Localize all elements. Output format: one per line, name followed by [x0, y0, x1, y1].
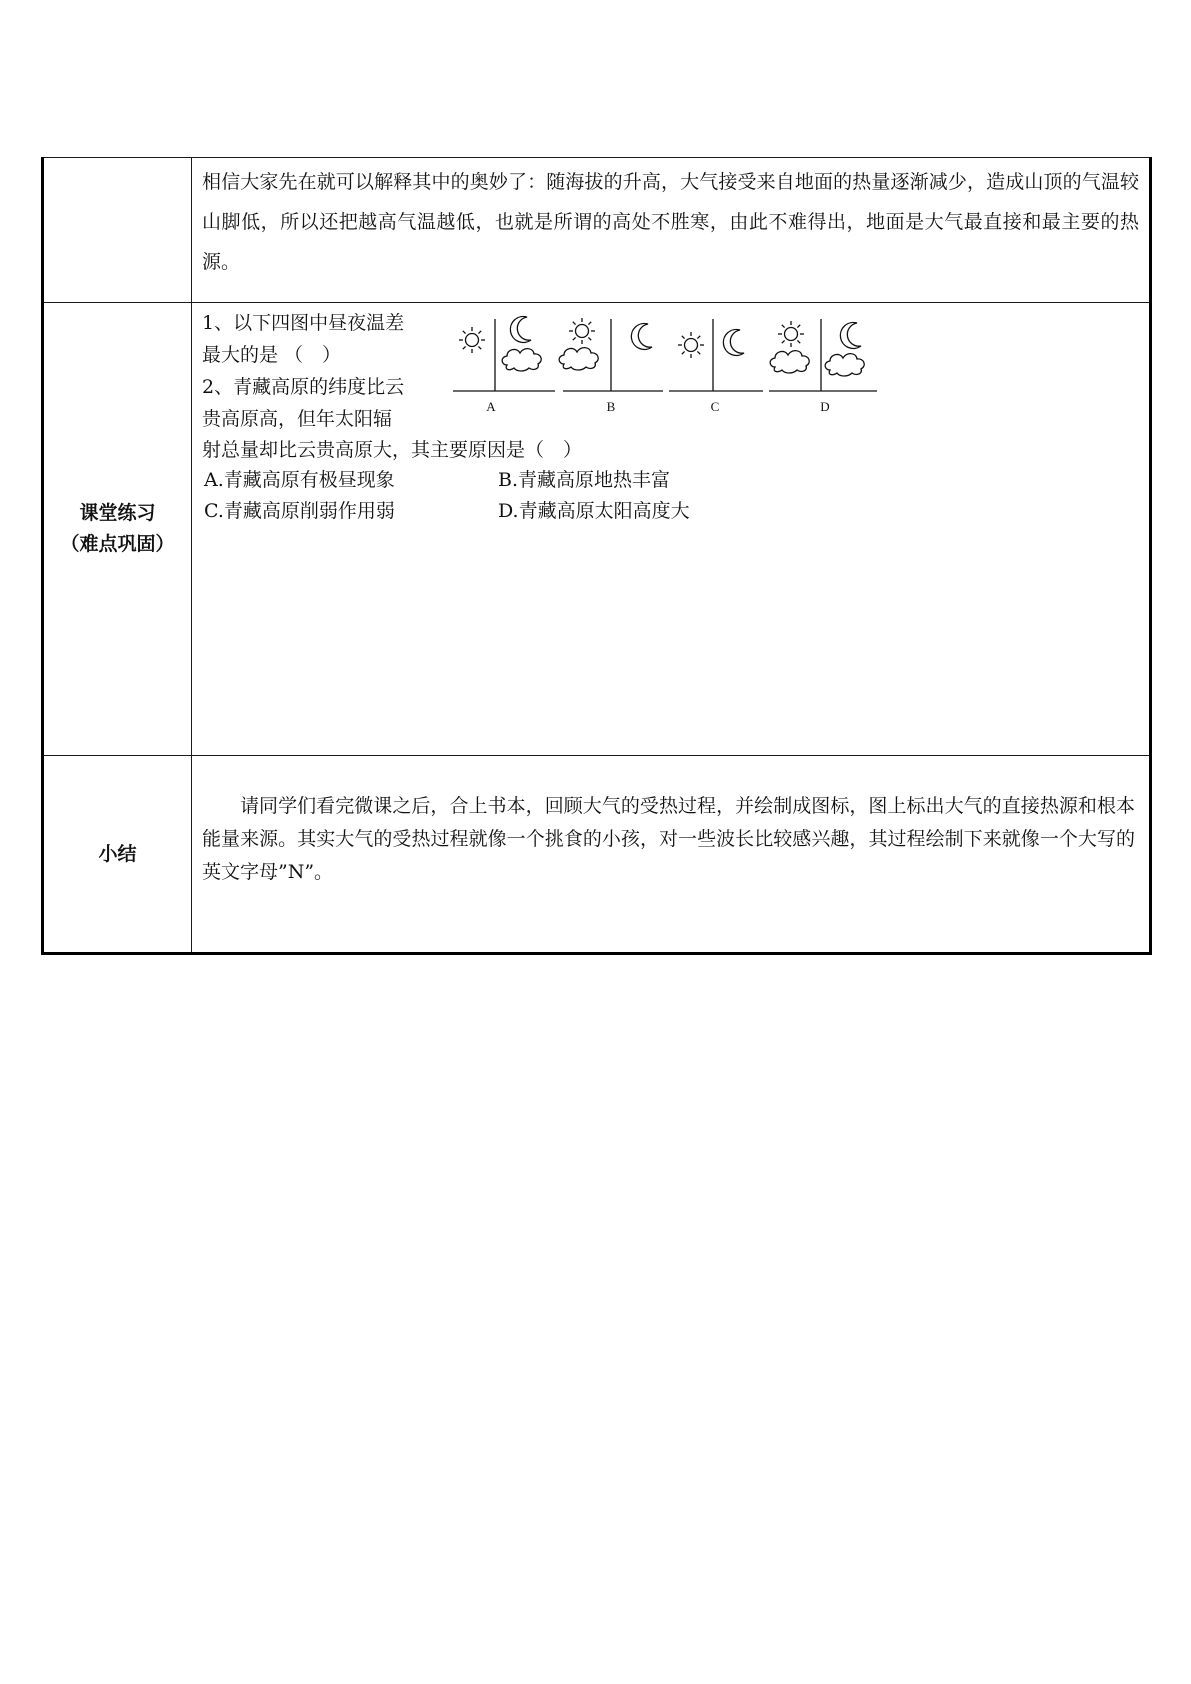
sun-icon: [569, 318, 595, 344]
diagram-label-d: D: [820, 399, 830, 414]
content-cell: [192, 158, 1151, 303]
moon-icon: [510, 316, 531, 342]
lesson-table: [41, 157, 1152, 955]
row-explanation: [43, 158, 1151, 303]
cloud-icon: [770, 351, 809, 373]
exercise-content-cell: [192, 303, 1151, 756]
summary-paragraph: 请同学们看完微课之后，合上书本，回顾大气的受热过程，并绘制成图标，图上标出大气的直接热源和根本能量来源。其实大气的受热过程就像一个挑食的小孩，对一些波长比较感兴趣，其过程绘制下来就像一个大写的英文字母”N”。: [202, 795, 1135, 883]
option-a: A.青藏高原有极昼现象: [204, 469, 395, 491]
question-2-line-1: 2、青藏高原的纬度比云: [202, 376, 405, 398]
summary-label: 小结: [98, 842, 137, 865]
question-2-line-2: 贵高原高，但年太阳辐: [202, 408, 393, 430]
exercise-sublabel: （难点巩固）: [60, 533, 175, 555]
exercise-content: [192, 303, 1149, 755]
exercise-label: 课堂练习: [79, 502, 156, 524]
option-c: C.青藏高原削弱作用弱: [204, 500, 395, 522]
question-1-line-2: 最大的是 （ ）: [202, 344, 342, 366]
diagram-b: [559, 318, 663, 414]
empty-label-cell: [43, 158, 192, 303]
summary-label-cell: [43, 756, 192, 954]
row-exercise: [43, 303, 1151, 756]
question-block: [202, 307, 442, 435]
diagram-a: [453, 316, 555, 414]
moon-icon: [840, 322, 861, 348]
sun-icon: [459, 327, 485, 353]
sun-icon: [678, 332, 704, 358]
explanation-paragraph: 相信大家先在就可以解释其中的奥妙了：随海拔的升高，大气接受来自地面的热量逐渐减少，造成山顶的气温较山脚低，所以还把越高气温越低，也就是所谓的高处不胜寒，由此不难得出，地面是大气最直接和最主要的热源。: [202, 171, 1139, 273]
cloud-icon: [559, 348, 598, 370]
moon-icon: [631, 323, 652, 349]
option-b: B.青藏高原地热丰富: [498, 469, 671, 491]
summary-content-cell: [192, 756, 1151, 954]
option-d: D.青藏高原太阳高度大: [498, 500, 690, 522]
question-2-line-3: 射总量却比云贵高原大，其主要原因是（ ）: [202, 439, 583, 461]
diagram-label-b: B: [606, 399, 616, 414]
cloud-icon: [825, 354, 864, 376]
question-1-line-1: 1、以下四图中昼夜温差: [202, 312, 405, 334]
diagram-c: [669, 319, 763, 414]
day-night-diagram: [443, 309, 883, 419]
diagram-label-a: A: [486, 399, 496, 414]
sun-icon: [778, 321, 804, 347]
exercise-label-cell: [43, 303, 192, 756]
moon-icon: [723, 329, 744, 355]
diagram-d: [769, 319, 877, 414]
cloud-icon: [502, 349, 541, 371]
row-summary: [43, 756, 1151, 954]
diagram-label-c: C: [710, 399, 720, 414]
